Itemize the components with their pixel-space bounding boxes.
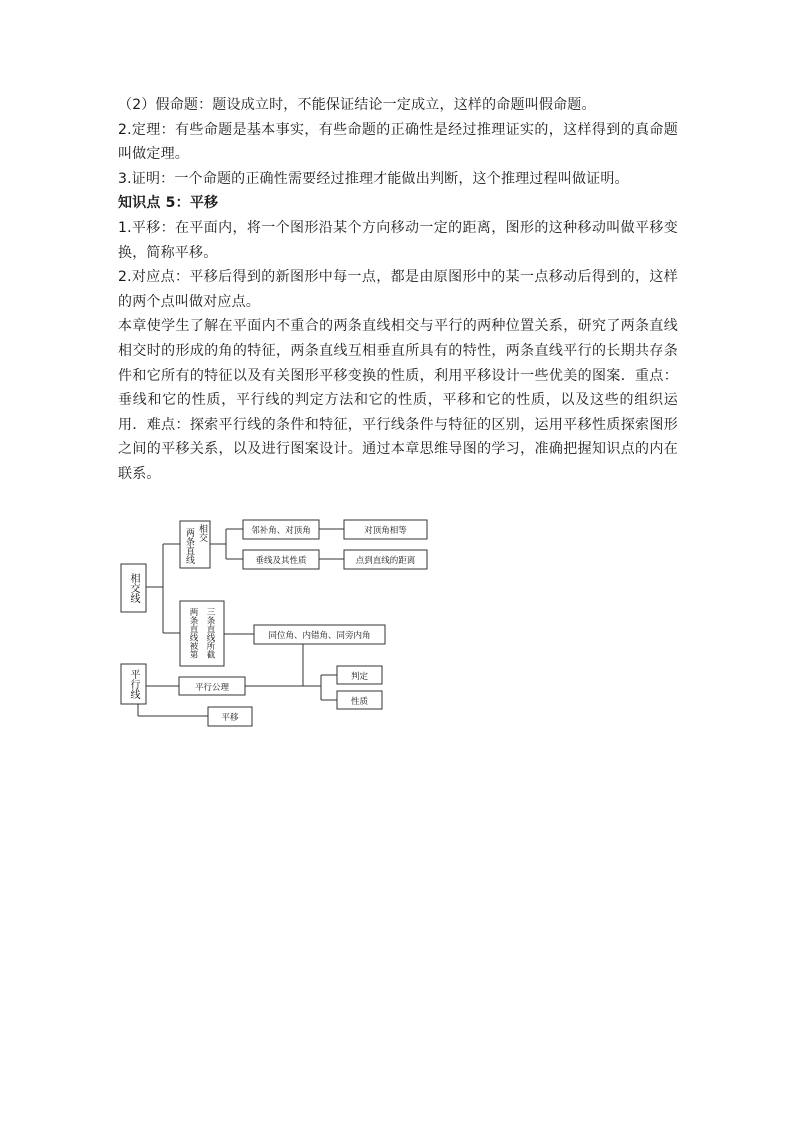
paragraph-chapter-summary: 本章使学生了解在平面内不重合的两条直线相交与平行的两种位置关系，研究了两条直线相交时的形成的角的特征，两条直线互相垂直所具有的特性，两条直线平行的长期共存条件和它所有的特征以及有关图形平移变换的性质，利用平移设计一些优美的图案．重点：垂线和它的性质，平行线的判定方法和它的性质，平移和它的性质，以及这些的组织运用．难点：探索平行线的条件和特征，平行线条件与特征的区别，运用平移性质探索图形之间的平移关系，以及进行图案设计。通过本章思维导图的学习，准确把握知识点的内在联系。 — [118, 318, 678, 482]
label-panding: 判定 — [350, 672, 369, 682]
paragraph-false-proposition: （2）假命题：题设成立时，不能保证结论一定成立，这样的命题叫假命题。 — [118, 97, 596, 113]
section-heading-translation: 知识点 5：平移 — [118, 195, 219, 212]
paragraph-proof: 3.证明：一个命题的正确性需要经过推理才能做出判断，这个推理过程叫做证明。 — [118, 170, 629, 187]
mind-map-diagram — [116, 515, 436, 731]
label-linbujiao: 邻补角、对顶角 — [251, 526, 311, 536]
paragraph-corresponding-points: 2.对应点：平移后得到的新图形中每一点，都是由原图形中的某一点移动后得到的，这样的两个点叫做对应点。 — [118, 269, 678, 310]
label-pingyi: 平移 — [221, 713, 239, 723]
label-chuixian: 垂线及其性质 — [255, 556, 307, 566]
label-distance: 点到直线的距离 — [355, 556, 416, 566]
label-two-lines: 两条直线 — [184, 528, 194, 564]
box-two-lines-cut — [180, 601, 224, 666]
label-two-lines-cut-col1: 两条直线被第 — [188, 607, 198, 659]
label-pingxingxian: 平行线 — [128, 669, 139, 699]
body-text — [118, 93, 678, 487]
label-intersect: 相交 — [197, 524, 207, 542]
paragraph-theorem: 2.定理：有些命题是基本事实，有些命题的正确性是经过推理证实的，这样得到的真命题叫做定理。 — [118, 121, 678, 163]
paragraph-translation: 1.平移：在平面内，将一个图形沿某个方向移动一定的距离，图形的这种移动叫做平移变换，简称平移。 — [118, 219, 678, 261]
label-xiangjiaoxian: 相交线 — [128, 573, 139, 603]
label-tongweijiao: 同位角、内错角、同旁内角 — [268, 631, 371, 641]
label-xingzhi: 性质 — [350, 697, 369, 707]
label-duidingjiao: 对顶角相等 — [364, 526, 407, 536]
label-pingxing-gongli: 平行公理 — [194, 683, 230, 693]
label-two-lines-cut-col2: 三条直线所截 — [205, 607, 215, 659]
